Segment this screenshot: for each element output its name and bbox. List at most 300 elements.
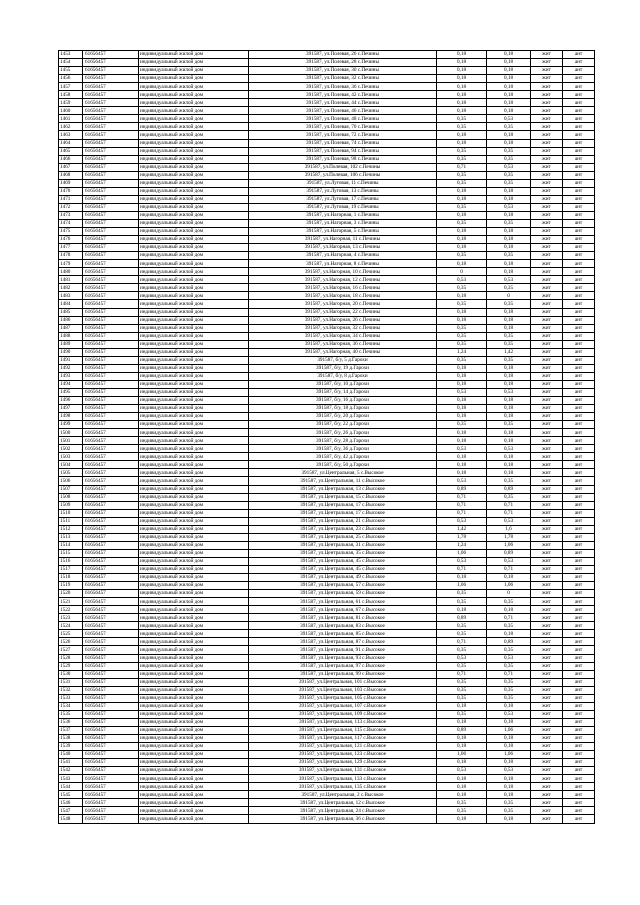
value-a-cell: 0,18: [437, 308, 487, 316]
object-type-cell: индивидуальный жилой дом: [139, 493, 249, 501]
value-b-cell: 0,18: [487, 67, 531, 75]
value-b-cell: 1,78: [487, 533, 531, 541]
value-a-cell: 0,35: [437, 421, 487, 429]
value-b-cell: 0,53: [487, 654, 531, 662]
address-cell: 391587, ул.Полевая, 28 с.Печины: [249, 59, 437, 67]
type-a-cell: жит: [531, 115, 563, 123]
value-b-cell: 0,18: [487, 437, 531, 445]
type-a-cell: жит: [531, 509, 563, 517]
value-a-cell: 0,35: [437, 622, 487, 630]
address-cell: 391587, ул.Нагорная, 22 с.Печины: [249, 308, 437, 316]
row-number-cell: 1521: [59, 598, 83, 606]
value-b-cell: 0,18: [487, 734, 531, 742]
table-row: [59, 228, 595, 236]
table-row: [59, 525, 595, 533]
object-type-cell: индивидуальный жилой дом: [139, 179, 249, 187]
type-a-cell: жит: [531, 783, 563, 791]
type-b-cell: ант: [563, 606, 595, 614]
type-b-cell: ант: [563, 211, 595, 219]
code-cell: 61656457: [83, 477, 139, 485]
row-number-cell: 1492: [59, 364, 83, 372]
type-a-cell: жит: [531, 340, 563, 348]
row-number-cell: 1540: [59, 751, 83, 759]
value-b-cell: 0,18: [487, 702, 531, 710]
type-b-cell: ант: [563, 791, 595, 799]
type-b-cell: ант: [563, 219, 595, 227]
table-row: [59, 99, 595, 107]
type-b-cell: ант: [563, 598, 595, 606]
address-cell: 391587, ул.Центральная, 45 с.Высокое: [249, 566, 437, 574]
value-b-cell: 0,71: [487, 509, 531, 517]
type-a-cell: жит: [531, 751, 563, 759]
object-type-cell: индивидуальный жилой дом: [139, 236, 249, 244]
code-cell: 61656457: [83, 171, 139, 179]
value-b-cell: 0,35: [487, 219, 531, 227]
value-a-cell: 0,71: [437, 670, 487, 678]
value-b-cell: 0,35: [487, 155, 531, 163]
object-type-cell: индивидуальный жилой дом: [139, 783, 249, 791]
object-type-cell: индивидуальный жилой дом: [139, 702, 249, 710]
type-a-cell: жит: [531, 686, 563, 694]
table-row: [59, 541, 595, 549]
value-a-cell: 0,35: [437, 710, 487, 718]
address-cell: 391587, ул.Полевая, 70 с.Печины: [249, 123, 437, 131]
value-b-cell: 0,18: [487, 413, 531, 421]
table-row: [59, 815, 595, 823]
address-cell: 391587, ул.Центральная, 107 с.Высокое: [249, 702, 437, 710]
table-row: [59, 195, 595, 203]
table-row: [59, 734, 595, 742]
type-b-cell: ант: [563, 445, 595, 453]
value-a-cell: 0,18: [437, 574, 487, 582]
code-cell: 61656457: [83, 203, 139, 211]
code-cell: 61656457: [83, 397, 139, 405]
address-cell: 391587, ул.Центральная, 5 с.Высокое: [249, 469, 437, 477]
address-cell: 391587, ул.Полевая, 102 с.Печины: [249, 163, 437, 171]
value-a-cell: 0,35: [437, 155, 487, 163]
object-type-cell: индивидуальный жилой дом: [139, 598, 249, 606]
row-number-cell: 1460: [59, 107, 83, 115]
object-type-cell: индивидуальный жилой дом: [139, 388, 249, 396]
value-b-cell: 0,18: [487, 91, 531, 99]
code-cell: 61656457: [83, 566, 139, 574]
value-a-cell: 0,71: [437, 638, 487, 646]
code-cell: 61656457: [83, 332, 139, 340]
code-cell: 61656457: [83, 413, 139, 421]
value-b-cell: 0,18: [487, 743, 531, 751]
table-row: [59, 678, 595, 686]
type-a-cell: жит: [531, 236, 563, 244]
row-number-cell: 1523: [59, 614, 83, 622]
value-a-cell: 0,18: [437, 469, 487, 477]
address-cell: 391587, ул.Луговая, 11 с.Печины: [249, 179, 437, 187]
code-cell: 61656457: [83, 340, 139, 348]
object-type-cell: индивидуальный жилой дом: [139, 670, 249, 678]
table-row: [59, 187, 595, 195]
row-number-cell: 1498: [59, 413, 83, 421]
value-b-cell: 0,71: [487, 614, 531, 622]
type-b-cell: ант: [563, 276, 595, 284]
address-cell: 391587, б/у, 19 д.Гарохи: [249, 364, 437, 372]
value-b-cell: 0,35: [487, 662, 531, 670]
type-a-cell: жит: [531, 372, 563, 380]
value-b-cell: 0,18: [487, 372, 531, 380]
code-cell: 61656457: [83, 429, 139, 437]
row-number-cell: 1481: [59, 276, 83, 284]
type-a-cell: жит: [531, 260, 563, 268]
object-type-cell: индивидуальный жилой дом: [139, 654, 249, 662]
address-cell: 391587, ул.Полевая, 98 с.Печины: [249, 155, 437, 163]
address-cell: 391587, ул.Центральная, 36 с.Высокое: [249, 815, 437, 823]
value-b-cell: 0,18: [487, 187, 531, 195]
value-b-cell: 0,18: [487, 630, 531, 638]
address-cell: 391587, ул.Нагорная, 40 с.Печины: [249, 348, 437, 356]
object-type-cell: индивидуальный жилой дом: [139, 541, 249, 549]
type-b-cell: ант: [563, 485, 595, 493]
value-b-cell: 0,89: [487, 638, 531, 646]
type-a-cell: жит: [531, 734, 563, 742]
row-number-cell: 1477: [59, 244, 83, 252]
type-a-cell: жит: [531, 388, 563, 396]
code-cell: 61656457: [83, 775, 139, 783]
value-b-cell: 0,18: [487, 783, 531, 791]
type-a-cell: жит: [531, 252, 563, 260]
code-cell: 61656457: [83, 380, 139, 388]
row-number-cell: 1480: [59, 268, 83, 276]
address-cell: 391587, ул.Нагорная, 36 с.Печины: [249, 340, 437, 348]
type-a-cell: жит: [531, 710, 563, 718]
value-b-cell: 1,06: [487, 541, 531, 549]
type-b-cell: ант: [563, 501, 595, 509]
address-cell: 391587, б/у, 18 д.Гарохи: [249, 405, 437, 413]
code-cell: 61656457: [83, 228, 139, 236]
row-number-cell: 1505: [59, 469, 83, 477]
address-cell: 391587, ул.Полевая, 26 с.Печины: [249, 51, 437, 59]
table-row: [59, 437, 595, 445]
table-row: [59, 236, 595, 244]
type-a-cell: жит: [531, 397, 563, 405]
value-b-cell: 0,71: [487, 501, 531, 509]
object-type-cell: индивидуальный жилой дом: [139, 606, 249, 614]
object-type-cell: индивидуальный жилой дом: [139, 501, 249, 509]
address-cell: 391587, ул.Нагорная, 5 с.Печины: [249, 228, 437, 236]
code-cell: 61656457: [83, 702, 139, 710]
type-a-cell: жит: [531, 622, 563, 630]
row-number-cell: 1508: [59, 493, 83, 501]
type-a-cell: жит: [531, 107, 563, 115]
type-a-cell: жит: [531, 324, 563, 332]
value-b-cell: 0,35: [487, 340, 531, 348]
code-cell: 61656457: [83, 718, 139, 726]
type-a-cell: жит: [531, 219, 563, 227]
value-a-cell: 0,89: [437, 614, 487, 622]
type-a-cell: жит: [531, 614, 563, 622]
value-a-cell: 0,18: [437, 734, 487, 742]
code-cell: 61656457: [83, 799, 139, 807]
table-row: [59, 388, 595, 396]
table-row: [59, 557, 595, 565]
code-cell: 61656457: [83, 219, 139, 227]
object-type-cell: индивидуальный жилой дом: [139, 292, 249, 300]
type-b-cell: ант: [563, 59, 595, 67]
value-a-cell: 0,18: [437, 91, 487, 99]
table-row: [59, 340, 595, 348]
table-row: [59, 582, 595, 590]
row-number-cell: 1532: [59, 686, 83, 694]
object-type-cell: индивидуальный жилой дом: [139, 517, 249, 525]
value-b-cell: 0,71: [487, 670, 531, 678]
value-b-cell: 0: [487, 590, 531, 598]
type-a-cell: жит: [531, 123, 563, 131]
address-cell: 391587, ул.Нагорная, 3 с.Печины: [249, 219, 437, 227]
type-a-cell: жит: [531, 292, 563, 300]
value-a-cell: 0,18: [437, 413, 487, 421]
type-b-cell: ант: [563, 493, 595, 501]
address-cell: 391587, ул.Центральная, 87 с.Высокое: [249, 638, 437, 646]
code-cell: 61656457: [83, 614, 139, 622]
type-b-cell: ант: [563, 107, 595, 115]
code-cell: 61656457: [83, 99, 139, 107]
row-number-cell: 1541: [59, 759, 83, 767]
code-cell: 61656457: [83, 348, 139, 356]
row-number-cell: 1466: [59, 155, 83, 163]
address-cell: 391587, б/у, 28 д.Гарохи: [249, 437, 437, 445]
code-cell: 61656457: [83, 437, 139, 445]
code-cell: 61656457: [83, 453, 139, 461]
row-number-cell: 1479: [59, 260, 83, 268]
type-b-cell: ант: [563, 557, 595, 565]
type-b-cell: ант: [563, 622, 595, 630]
type-b-cell: ант: [563, 324, 595, 332]
row-number-cell: 1500: [59, 429, 83, 437]
address-cell: 391587, ул.Центральная, 83 с.Высокое: [249, 622, 437, 630]
type-b-cell: ант: [563, 195, 595, 203]
object-type-cell: индивидуальный жилой дом: [139, 477, 249, 485]
address-cell: 391587, ул.Нагорная, 34 с.Печины: [249, 332, 437, 340]
value-a-cell: 0,18: [437, 67, 487, 75]
type-b-cell: ант: [563, 348, 595, 356]
value-b-cell: 1,06: [487, 726, 531, 734]
type-a-cell: жит: [531, 557, 563, 565]
value-a-cell: 0,53: [437, 276, 487, 284]
value-b-cell: 0,18: [487, 397, 531, 405]
type-b-cell: ант: [563, 670, 595, 678]
type-a-cell: жит: [531, 276, 563, 284]
type-b-cell: ант: [563, 268, 595, 276]
value-b-cell: 0,35: [487, 678, 531, 686]
value-b-cell: 0,18: [487, 59, 531, 67]
table-row: [59, 710, 595, 718]
type-a-cell: жит: [531, 469, 563, 477]
row-number-cell: 1535: [59, 710, 83, 718]
address-cell: 391587, ул.Нагорная, 8 с.Печины: [249, 260, 437, 268]
object-type-cell: индивидуальный жилой дом: [139, 767, 249, 775]
value-a-cell: 0,18: [437, 59, 487, 67]
row-number-cell: 1457: [59, 83, 83, 91]
table-row: [59, 477, 595, 485]
row-number-cell: 1517: [59, 566, 83, 574]
address-cell: 391587, ул.Центральная, 115 с.Высокое: [249, 726, 437, 734]
value-b-cell: 0,35: [487, 356, 531, 364]
type-b-cell: ант: [563, 807, 595, 815]
address-cell: 391587, ул.Нагорная, 4 с.Печины: [249, 252, 437, 260]
object-type-cell: индивидуальный жилой дом: [139, 59, 249, 67]
row-number-cell: 1467: [59, 163, 83, 171]
address-cell: 391587, ул.Центральная, 67 с.Высокое: [249, 606, 437, 614]
table-row: [59, 67, 595, 75]
type-a-cell: жит: [531, 51, 563, 59]
type-b-cell: ант: [563, 646, 595, 654]
value-a-cell: 0,18: [437, 718, 487, 726]
row-number-cell: 1503: [59, 453, 83, 461]
row-number-cell: 1490: [59, 348, 83, 356]
table-row: [59, 332, 595, 340]
value-b-cell: 0,53: [487, 276, 531, 284]
type-b-cell: ант: [563, 453, 595, 461]
code-cell: 61656457: [83, 533, 139, 541]
object-type-cell: индивидуальный жилой дом: [139, 557, 249, 565]
type-b-cell: ант: [563, 815, 595, 823]
object-type-cell: индивидуальный жилой дом: [139, 51, 249, 59]
type-a-cell: жит: [531, 574, 563, 582]
type-b-cell: ант: [563, 147, 595, 155]
object-type-cell: индивидуальный жилой дом: [139, 582, 249, 590]
type-b-cell: ант: [563, 332, 595, 340]
address-cell: 391587, б/у, 20 д.Гарохи: [249, 413, 437, 421]
table-row: [59, 203, 595, 211]
type-b-cell: ант: [563, 228, 595, 236]
code-cell: 61656457: [83, 51, 139, 59]
object-type-cell: индивидуальный жилой дом: [139, 549, 249, 557]
value-b-cell: 0,35: [487, 493, 531, 501]
type-a-cell: жит: [531, 155, 563, 163]
code-cell: 61656457: [83, 244, 139, 252]
row-number-cell: 1484: [59, 300, 83, 308]
table-row: [59, 630, 595, 638]
table-row: [59, 662, 595, 670]
value-a-cell: 0,18: [437, 211, 487, 219]
address-cell: 391587, ул.Центральная, 113 с.Высокое: [249, 718, 437, 726]
type-a-cell: жит: [531, 590, 563, 598]
row-number-cell: 1455: [59, 67, 83, 75]
address-cell: 391587, ул.Нагорная, 11 с.Печины: [249, 236, 437, 244]
value-b-cell: 0,18: [487, 99, 531, 107]
address-cell: 391587, ул.Центральная, 23 с.Высокое: [249, 525, 437, 533]
row-number-cell: 1511: [59, 517, 83, 525]
type-a-cell: жит: [531, 791, 563, 799]
code-cell: 61656457: [83, 147, 139, 155]
code-cell: 61656457: [83, 485, 139, 493]
object-type-cell: индивидуальный жилой дом: [139, 533, 249, 541]
table-row: [59, 372, 595, 380]
code-cell: 61656457: [83, 590, 139, 598]
row-number-cell: 1506: [59, 477, 83, 485]
value-b-cell: 0,89: [487, 549, 531, 557]
type-a-cell: жит: [531, 606, 563, 614]
type-b-cell: ант: [563, 694, 595, 702]
table-row: [59, 268, 595, 276]
type-b-cell: ант: [563, 123, 595, 131]
table-row: [59, 718, 595, 726]
address-cell: 391587, ул.Полевая, 106 с.Печины: [249, 171, 437, 179]
address-cell: 391587, ул.Центральная, 129 с.Высокое: [249, 759, 437, 767]
type-b-cell: ант: [563, 574, 595, 582]
code-cell: 61656457: [83, 501, 139, 509]
value-a-cell: 0,18: [437, 380, 487, 388]
value-a-cell: 0,53: [437, 767, 487, 775]
table-row: [59, 517, 595, 525]
row-number-cell: 1499: [59, 421, 83, 429]
row-number-cell: 1533: [59, 694, 83, 702]
type-a-cell: жит: [531, 380, 563, 388]
address-cell: 391587, б/у, 22 д.Гарохи: [249, 421, 437, 429]
address-cell: 391587, ул.Центральная, 12 с.Высокое: [249, 799, 437, 807]
table-row: [59, 244, 595, 252]
value-a-cell: 0,35: [437, 646, 487, 654]
type-a-cell: жит: [531, 91, 563, 99]
value-b-cell: 0,18: [487, 139, 531, 147]
table-row: [59, 260, 595, 268]
type-a-cell: жит: [531, 799, 563, 807]
code-cell: 61656457: [83, 252, 139, 260]
object-type-cell: индивидуальный жилой дом: [139, 284, 249, 292]
value-a-cell: 0,18: [437, 372, 487, 380]
table-row: [59, 614, 595, 622]
value-b-cell: 0,18: [487, 75, 531, 83]
row-number-cell: 1491: [59, 356, 83, 364]
row-number-cell: 1453: [59, 51, 83, 59]
table-row: [59, 622, 595, 630]
code-cell: 61656457: [83, 236, 139, 244]
value-b-cell: 0,18: [487, 364, 531, 372]
value-b-cell: 0,18: [487, 236, 531, 244]
object-type-cell: индивидуальный жилой дом: [139, 356, 249, 364]
code-cell: 61656457: [83, 743, 139, 751]
value-b-cell: 0,18: [487, 469, 531, 477]
table-row: [59, 598, 595, 606]
object-type-cell: индивидуальный жилой дом: [139, 324, 249, 332]
row-number-cell: 1464: [59, 139, 83, 147]
value-b-cell: 0,35: [487, 123, 531, 131]
type-b-cell: ант: [563, 517, 595, 525]
table-row: [59, 380, 595, 388]
code-cell: 61656457: [83, 364, 139, 372]
code-cell: 61656457: [83, 91, 139, 99]
value-a-cell: 0,71: [437, 566, 487, 574]
value-a-cell: 1,06: [437, 582, 487, 590]
row-number-cell: 1478: [59, 252, 83, 260]
row-number-cell: 1525: [59, 630, 83, 638]
object-type-cell: индивидуальный жилой дом: [139, 574, 249, 582]
type-b-cell: ант: [563, 590, 595, 598]
address-cell: 391587, ул.Центральная, 101 с.Высокое: [249, 678, 437, 686]
value-a-cell: 0,18: [437, 453, 487, 461]
object-type-cell: индивидуальный жилой дом: [139, 566, 249, 574]
type-a-cell: жит: [531, 726, 563, 734]
object-type-cell: индивидуальный жилой дом: [139, 791, 249, 799]
table-row: [59, 751, 595, 759]
value-a-cell: 0,35: [437, 590, 487, 598]
row-number-cell: 1527: [59, 646, 83, 654]
object-type-cell: индивидуальный жилой дом: [139, 759, 249, 767]
table-row: [59, 59, 595, 67]
type-a-cell: жит: [531, 759, 563, 767]
value-b-cell: 0,71: [487, 566, 531, 574]
address-cell: 391587, ул.Полевая, 30 с.Печины: [249, 67, 437, 75]
value-b-cell: 0,35: [487, 598, 531, 606]
table-row: [59, 694, 595, 702]
value-b-cell: 0,18: [487, 268, 531, 276]
